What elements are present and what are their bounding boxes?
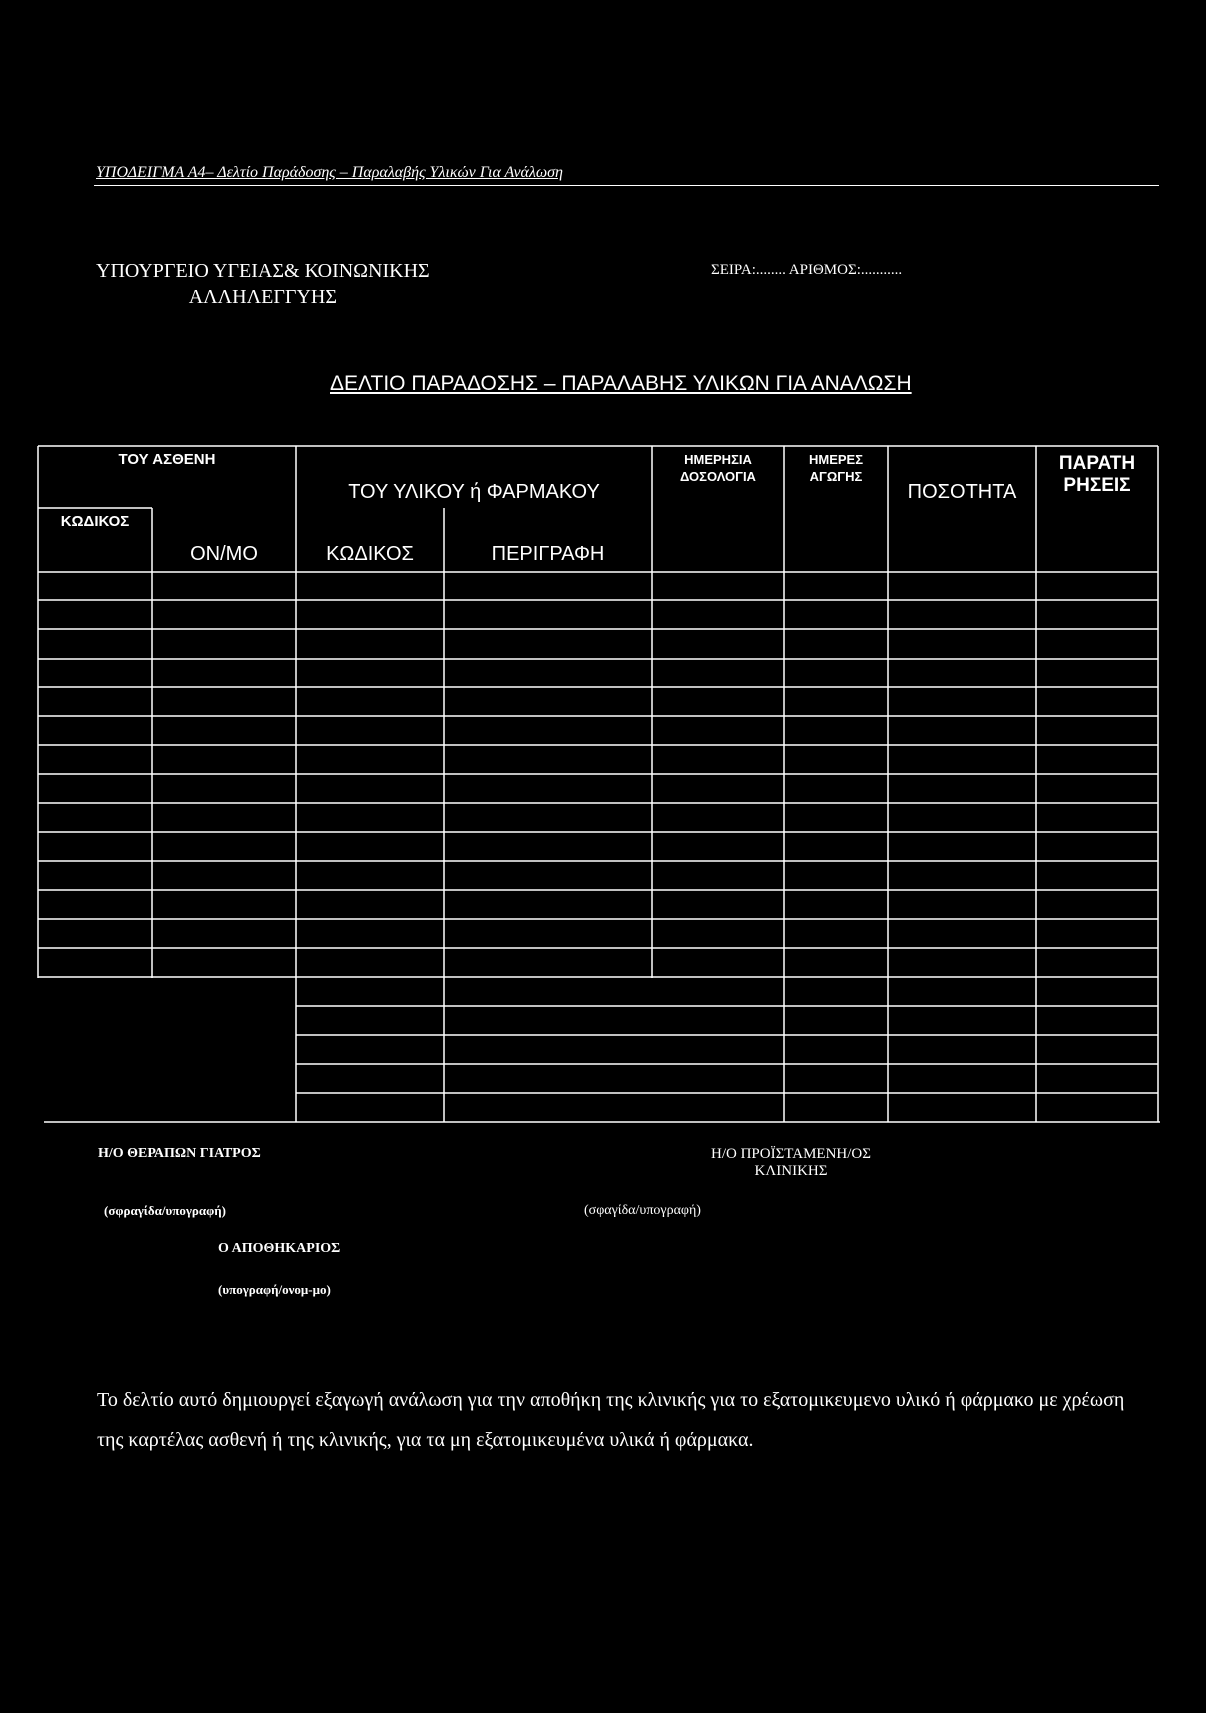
- col-group-material: ΤΟΥ ΥΛΙΚΟΥ ή ΦΑΡΜΑΚΟΥ: [348, 481, 600, 503]
- pharmacist-signature-note: (υπογραφή/ονομ-μο): [218, 1282, 331, 1297]
- physician-label: Η/Ο ΘΕΡΑΠΩΝ ΓΙΑΤΡΟΣ: [98, 1146, 261, 1161]
- physician-seal-note: (σφραγίδα/υπογραφή): [104, 1203, 226, 1218]
- ministry-line-1: ΥΠΟΥΡΓΕΙΟ ΥΓΕΙΑΣ& ΚΟΙΝΩΝΙΚΗΣ: [96, 260, 430, 282]
- head-nurse-label: [696, 1146, 886, 1180]
- col-name: ΟΝ/ΜΟ: [190, 543, 258, 565]
- ministry-line-2: ΑΛΛΗΛΕΓΓΥΗΣ: [188, 286, 337, 308]
- col-remarks-line-1: ΠΑΡΑΤΗ: [1058, 453, 1136, 474]
- head-nurse-line-1: Η/Ο ΠΡΟΪΣΤΑΜΕΝΗ/ΟΣ: [710, 1146, 871, 1162]
- footnote: Το δελτίο αυτό δημιουργεί εξαγωγή ανάλωση για την αποθήκη της κλινικής για το εξατομικευμενο υλικό ή φάρμακο με χρέωση της καρτέλας ασθενή ή της κλινικής, για τα μη εξατομικευμένα υλικά ή φάρμακα.: [97, 1389, 1125, 1451]
- head-nurse-seal-note: (σφαγίδα/υπογραφή): [584, 1203, 701, 1218]
- col-quantity: ΠΟΣΟΤΗΤΑ: [907, 481, 1017, 503]
- col-patient-code: ΚΩΔΙΚΟΣ: [60, 513, 130, 530]
- col-treatment-days: [784, 451, 888, 485]
- head-nurse-line-2: ΚΛΙΝΙΚΗΣ: [754, 1163, 828, 1179]
- col-daily-dosage-line-2: ΔΟΣΟΛΟΓΙΑ: [680, 469, 756, 484]
- col-remarks-line-2: ΡΗΣΕΙΣ: [1063, 475, 1131, 496]
- col-group-patient: ΤΟΥ ΑΣΘΕΝΗ: [118, 451, 216, 468]
- pharmacist-label: Ο ΑΠΟΘΗΚΑΡΙΟΣ: [218, 1241, 341, 1256]
- template-title: ΥΠΟΔΕΙΓΜΑ Α4– Δελτίο Παράδοσης – Παραλαβής Υλικών Για Ανάλωση: [96, 164, 563, 181]
- col-code: ΚΩΔΙΚΟΣ: [326, 543, 414, 565]
- col-description: ΠΕΡΙΓΡΑΦΗ: [491, 543, 605, 565]
- col-daily-dosage-line-1: ΗΜΕΡΗΣΙΑ: [684, 452, 752, 467]
- col-remarks: [1036, 453, 1158, 497]
- col-daily-dosage: [652, 451, 784, 485]
- document-title: ΔΕΛΤΙΟ ΠΑΡΑΔΟΣΗΣ – ΠΑΡΑΛΑΒΗΣ ΥΛΙΚΩΝ ΓΙΑ ΑΝΑΛΩΣΗ: [330, 372, 912, 395]
- col-treatment-days-line-2: ΑΓΩΓΗΣ: [809, 469, 863, 484]
- series-number: ΣΕΙΡΑ:........ ΑΡΙΘΜΟΣ:...........: [711, 262, 903, 278]
- col-treatment-days-line-1: ΗΜΕΡΕΣ: [808, 452, 864, 467]
